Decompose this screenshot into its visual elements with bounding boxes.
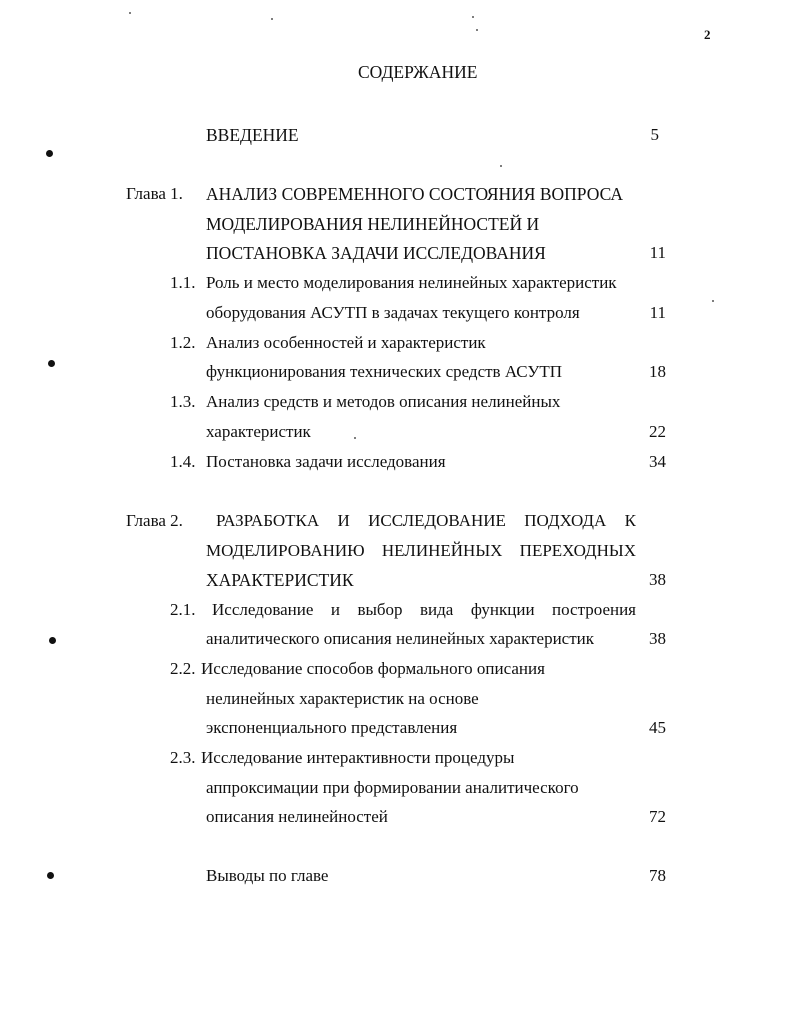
section-2-1-number: 2.1.: [170, 600, 196, 619]
section-2-2-line-3: экспоненциального представления: [206, 718, 458, 737]
toc-title: СОДЕРЖАНИЕ: [358, 62, 478, 82]
section-2-2-line-2: нелинейных характеристик на основе: [206, 689, 479, 708]
scan-speck: [271, 18, 273, 20]
chapter-1-number: Глава 1.: [126, 184, 183, 203]
section-1-2-page: 18: [649, 362, 666, 381]
section-1-4-line-1: Постановка задачи исследования: [206, 452, 446, 471]
toc-intro-label: ВВЕДЕНИЕ: [206, 125, 299, 145]
scan-speck: [476, 29, 478, 31]
chapter-2-number: Глава 2.: [126, 511, 183, 530]
scan-speck: [354, 437, 356, 439]
section-2-3-line-1: Исследование интерактивности процедуры: [201, 748, 515, 767]
section-2-2-page: 45: [649, 718, 666, 737]
toc-intro-page: 5: [650, 125, 659, 144]
section-1-1-line-1: Роль и место моделирования нелинейных характеристик: [206, 273, 617, 292]
conclusions-page: 78: [649, 866, 666, 885]
scan-speck: [712, 300, 714, 302]
section-2-1-line-2: аналитического описания нелинейных характеристик: [206, 629, 595, 648]
section-1-3-page: 22: [649, 422, 666, 441]
section-1-2-line-1: Анализ особенностей и характеристик: [206, 333, 486, 352]
section-1-4-page: 34: [649, 452, 666, 471]
chapter-1-title-line-2: МОДЕЛИРОВАНИЯ НЕЛИНЕЙНОСТЕЙ И: [206, 214, 540, 234]
section-1-2-line-2: функционирования технических средств АСУТП: [206, 362, 563, 381]
chapter-1-page: 11: [649, 243, 666, 262]
section-2-1-line-1: Исследование и выбор вида функции построения: [212, 600, 636, 619]
section-1-3-line-1: Анализ средств и методов описания нелинейных: [206, 392, 561, 411]
chapter-2-title-line-2: МОДЕЛИРОВАНИЮ НЕЛИНЕЙНЫХ ПЕРЕХОДНЫХ: [206, 541, 636, 560]
section-2-2-number: 2.2.: [170, 659, 196, 678]
scan-speck: [500, 165, 502, 167]
section-2-3-line-3: описания нелинейностей: [206, 807, 388, 826]
section-1-2-number: 1.2.: [170, 333, 196, 352]
section-1-1-number: 1.1.: [170, 273, 196, 292]
conclusions-label: Выводы по главе: [206, 866, 329, 885]
scan-speck: [472, 16, 474, 18]
binding-hole-mark: [46, 150, 53, 157]
chapter-2-title-line-1: РАЗРАБОТКА И ИССЛЕДОВАНИЕ ПОДХОДА К: [216, 511, 636, 530]
chapter-2-title-line-3: ХАРАКТЕРИСТИК: [206, 570, 354, 590]
section-1-3-line-2: характеристик: [206, 422, 311, 441]
section-2-1-page: 38: [649, 629, 666, 648]
chapter-2-page: 38: [649, 570, 666, 589]
binding-hole-mark: [47, 872, 54, 879]
section-1-3-number: 1.3.: [170, 392, 196, 411]
chapter-1-title-line-1: АНАЛИЗ СОВРЕМЕННОГО СОСТОЯНИЯ ВОПРОСА: [206, 184, 624, 204]
section-2-2-line-1: Исследование способов формального описания: [201, 659, 545, 678]
section-2-3-page: 72: [649, 807, 666, 826]
section-2-3-line-2: аппроксимации при формировании аналитического: [206, 778, 579, 797]
binding-hole-mark: [49, 637, 56, 644]
page-number: 2: [704, 27, 711, 42]
binding-hole-mark: [48, 360, 55, 367]
section-2-3-number: 2.3.: [170, 748, 196, 767]
section-1-1-page: 11: [649, 303, 666, 322]
section-1-1-line-2: оборудования АСУТП в задачах текущего контроля: [206, 303, 580, 322]
section-1-4-number: 1.4.: [170, 452, 196, 471]
scan-speck: [129, 12, 131, 14]
chapter-1-title-line-3: ПОСТАНОВКА ЗАДАЧИ ИССЛЕДОВАНИЯ: [206, 243, 546, 263]
